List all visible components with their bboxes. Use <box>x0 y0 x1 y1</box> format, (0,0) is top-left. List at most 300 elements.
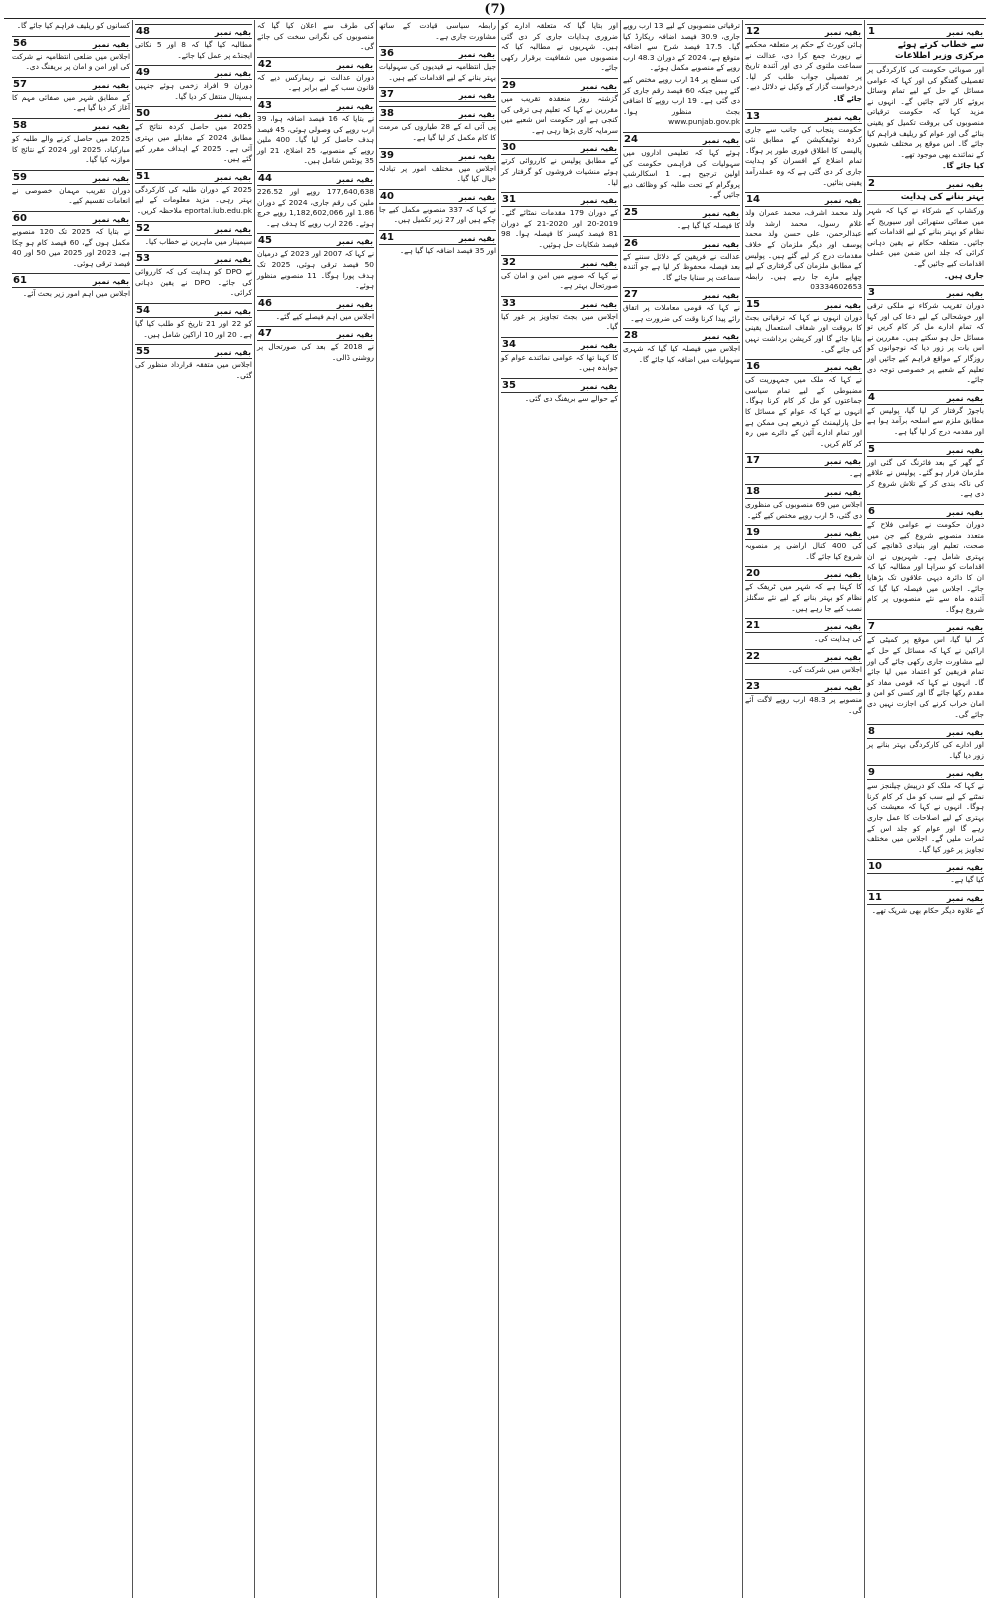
article-header <box>501 140 618 155</box>
top-rule <box>4 18 986 19</box>
article-body: کا کہنا ہے کہ شہر میں ٹریفک کے نظام کو بہتر بنانے کے لیے نئے سگنلز نصب کیے جا رہے ہیں۔ <box>745 582 862 613</box>
article-header <box>745 453 862 468</box>
article-number: 20 <box>746 568 760 580</box>
continued-label: بقیہ نمبر <box>458 110 495 120</box>
continued-label: بقیہ نمبر <box>946 28 983 37</box>
article <box>501 378 618 405</box>
article-number: 38 <box>380 108 394 120</box>
article-body: ہے۔ <box>849 469 862 479</box>
article-body: کے علاوہ دیگر حکام بھی شریک تھے۔ <box>871 906 984 916</box>
article-body: 2025 میں حاصل کردہ نتائج کے مطابق 2024 کے مقابلے میں بہتری آئی ہے۔ 2025 کے اہداف مقرر کیے گئے ہیں۔ <box>135 122 253 164</box>
continued-label: بقیہ نمبر <box>824 683 861 693</box>
article <box>257 326 374 363</box>
article-number: 54 <box>136 304 150 316</box>
article <box>745 359 862 449</box>
news-column <box>254 20 376 1598</box>
article-body: کی طرف سے اعلان کیا گیا کہ منصوبوں کی نگرانی سخت کی جائے گی۔ <box>257 21 374 52</box>
article <box>257 98 374 167</box>
continued-label: بقیہ نمبر <box>946 894 983 904</box>
article <box>623 205 740 232</box>
article <box>12 118 130 166</box>
article <box>867 859 984 886</box>
article-body: پی آئی اے کے 28 طیاروں کی مرمت کا کام مکمل کر لیا گیا ہے۔ <box>379 122 496 142</box>
article-body: دوران حکومت نے عوامی فلاح کے متعدد منصوبے شروع کیے جن میں صحت، تعلیم اور بنیادی ڈھانچے کی بہتری شامل ہے۔ شہریوں نے ان اقدامات کو سراہا اور مطالبہ کیا کہ ان کا دائرہ دیہی علاقوں تک بڑھایا جائے۔ اجلاس میں فیصلہ کیا گیا کہ آئندہ ماہ سے نئے منصوبوں پر کام شروع ہوگا۔ <box>867 520 984 614</box>
article-header <box>745 192 862 207</box>
article-number: 37 <box>380 89 394 101</box>
news-column <box>376 20 498 1598</box>
article <box>623 287 740 324</box>
article <box>745 649 862 676</box>
page-number: (7) <box>484 2 506 17</box>
article-header <box>379 189 496 204</box>
article-ending: کیا جائے گا۔ <box>942 161 984 171</box>
article-number: 48 <box>136 26 150 37</box>
article-header <box>745 359 862 374</box>
article-header <box>867 504 984 519</box>
article <box>501 255 618 292</box>
article-number: 53 <box>136 253 150 265</box>
article-body: کا کہنا تھا کہ عوامی نمائندے عوام کو جوابدہ ہیں۔ <box>501 352 618 373</box>
article-header <box>135 251 252 266</box>
continued-label: بقیہ نمبر <box>824 529 861 539</box>
article <box>745 566 862 614</box>
article-number: 36 <box>380 48 394 60</box>
article <box>257 20 374 53</box>
continued-label: بقیہ نمبر <box>946 445 983 455</box>
news-column <box>132 20 254 1598</box>
article-number: 43 <box>258 99 272 111</box>
article <box>867 890 984 917</box>
article-header <box>501 78 618 93</box>
article-body: مطالبہ کیا گیا کہ 8 اور 5 نکاتی ایجنڈے پر عمل کیا جائے۔ <box>135 40 252 60</box>
article-body: جیل انتظامیہ نے قیدیوں کی سہولیات بہتر بنانے کے لیے اقدامات کیے ہیں۔ <box>379 62 496 82</box>
article-number: 50 <box>136 108 150 120</box>
article-header <box>135 169 252 184</box>
continued-label: بقیہ نمبر <box>702 135 739 145</box>
continued-label: بقیہ نمبر <box>580 299 617 309</box>
article-body: کے حوالے سے بریفنگ دی گئی۔ <box>524 394 618 404</box>
article-number: 2 <box>868 177 875 189</box>
article-number: 29 <box>502 79 516 91</box>
continued-label: بقیہ نمبر <box>458 151 495 161</box>
article-body: اور صوبائی حکومت کی کارکردگی پر تفصیلی گفتگو کی اور کہا کہ عوامی مسائل کے حل کے لیے تمام وسائل بروئے کار لائے جائیں گے۔ انہوں نے مزید کہا کہ حکومت ترقیاتی منصوبوں کی بروقت تکمیل کو یقینی بنائے گی اور عوام کو ریلیف فراہم کیا جائے گا۔ اس موقع پر مختلف شعبوں کے نمائندے بھی موجود تھے۔ <box>867 65 984 159</box>
article-body: کے دوران 179 مقدمات نمٹائے گئے۔ 2019-20 اور 2020-21 کے دوران 81 فیصد کیسز کا فیصلہ ہوا۔ 98 فیصد شکایات حل ہوئیں۔ <box>501 208 618 249</box>
article-number: 13 <box>746 110 760 122</box>
article-number: 9 <box>868 767 875 779</box>
news-column <box>742 20 864 1598</box>
article <box>745 297 862 355</box>
article-body: نے کہا کہ ملک میں جمہوریت کی مضبوطی کے لیے تمام سیاسی جماعتوں کو مل کر کام کرنا ہوگا۔ انہوں نے کہا کہ عوام کے مسائل کا حل پارلیمنٹ کے ذریعے ہی ممکن ہے اور تمام ادارے آئین کے دائرے میں رہ کر کام کریں۔ <box>745 375 862 448</box>
article-header <box>501 192 618 207</box>
article-header <box>501 378 618 393</box>
article-number: 5 <box>868 443 875 455</box>
continued-label: بقیہ نمبر <box>92 121 129 131</box>
article-body: حکومت پنجاب کی جانب سے جاری کردہ نوٹیفکیشن کے مطابق نئی پالیسی کا اطلاق فوری طور پر ہوگا۔ تمام اضلاع کے افسران کو ہدایت جاری کر دی گئی ہے کہ وہ عملدرآمد یقینی بنائیں۔ <box>745 124 862 187</box>
article-body: ہوئے کہا کہ تعلیمی اداروں میں سہولیات کی فراہمی حکومت کی اولین ترجیح ہے۔ 1 اسکالرشپ پروگرام کے تحت طلبہ کو وظائف دیے جائیں گے۔ <box>623 147 740 200</box>
article-body: منصوبے پر 48.3 ارب روپے لاگت آئے گی۔ <box>745 695 863 715</box>
article-body: نے 2018 کے بعد کی صورتحال پر روشنی ڈالی۔ <box>257 342 374 362</box>
article-number: 26 <box>624 237 638 249</box>
article <box>745 24 862 105</box>
continued-label: بقیہ نمبر <box>458 192 495 202</box>
article <box>745 525 862 562</box>
article-header <box>379 46 496 61</box>
continued-label: بقیہ نمبر <box>214 255 251 265</box>
article <box>623 20 740 74</box>
article <box>623 328 740 365</box>
article <box>867 390 984 438</box>
article <box>135 24 252 61</box>
article-header <box>867 765 984 780</box>
article-header <box>867 859 984 874</box>
article-header <box>12 170 130 185</box>
article-number: 27 <box>624 289 638 301</box>
article <box>867 724 984 761</box>
article-header <box>12 273 130 288</box>
continued-label: بقیہ نمبر <box>580 340 617 350</box>
article-header <box>745 566 862 581</box>
article-body: گزشتہ روز منعقدہ تقریب میں مقررین نے کہا کہ تعلیم ہی ترقی کی کنجی ہے اور حکومت اس شعبے میں سرمایہ کاری بڑھا رہی ہے۔ <box>501 93 618 135</box>
article-number: 24 <box>624 133 638 145</box>
article-body: نے کہا کہ صوبے میں امن و امان کی صورتحال بہتر ہے۔ <box>501 270 618 291</box>
article-number: 25 <box>624 206 638 218</box>
article <box>379 148 496 185</box>
article-body: نے کہا کہ 2007 اور 2023 کے درمیان 50 فیصد ترقی ہوئی، 2025 تک ہدف پورا ہوگا۔ 11 منصوبے منظور ہوئے۔ <box>257 249 375 291</box>
article-title: سے خطاب کرتے ہوئے مرکزی وزیر اطلاعات <box>867 39 984 64</box>
article-number: 17 <box>746 455 760 467</box>
article-header <box>135 106 252 121</box>
article-header <box>867 390 984 405</box>
article-body: کی سطح پر 14 ارب روپے مختص کیے گئے ہیں جبکہ 60 فیصد رقم جاری کر دی گئی ہے۔ 19 ارب روپے کا اضافی بجٹ منظور ہوا۔ www.punjab.gov.pk <box>623 74 741 127</box>
article <box>745 453 862 480</box>
continued-label: بقیہ نمبر <box>92 173 129 183</box>
article <box>12 170 130 207</box>
article-body: اجلاس میں 69 منصوبوں کی منظوری دی گئی، 5 ارب روپے مختص کیے گئے۔ <box>745 500 862 520</box>
columns-container <box>4 20 986 1598</box>
article <box>745 679 862 716</box>
continued-label: بقیہ نمبر <box>824 300 861 310</box>
article-body: ہائی کورٹ کے حکم پر متعلقہ محکمے نے رپورٹ جمع کرا دی، عدالت نے سماعت ملتوی کر دی اور آئندہ تاریخ پر تفصیلی جواب طلب کر لیا۔ درخواست گزار کے وکیل نے دلائل دیے۔ <box>745 40 862 92</box>
continued-label: بقیہ نمبر <box>824 488 861 497</box>
continued-label: بقیہ نمبر <box>92 80 129 90</box>
article-number: 8 <box>868 726 875 738</box>
continued-label: بقیہ نمبر <box>214 348 251 358</box>
article <box>12 77 130 114</box>
article-body: کے مطابق شہر میں صفائی مہم کا آغاز کر دیا گیا ہے۔ <box>12 92 130 113</box>
continued-label: بقیہ نمبر <box>946 508 983 517</box>
article-number: 44 <box>258 172 272 184</box>
article-body: ترقیاتی منصوبوں کے لیے 13 ارب روپے جاری، 30.9 فیصد اضافہ ریکارڈ کیا گیا۔ 17.5 فیصد شرح سے اضافہ متوقع ہے، 2024 کے دوران 48.3 ارب روپے کے منصوبے مکمل ہوئے۔ <box>623 21 740 73</box>
article-body: 177,640,638 روپے اور 226.52 ملین کی رقم جاری، 2024 کے دوران 1.86 اور 1,182,602,066 روپے خرچ ہوئے۔ 226 ارب روپے کا ہدف ہے۔ <box>257 186 374 228</box>
article-number: 40 <box>380 190 394 202</box>
continued-label: بقیہ نمبر <box>824 196 861 206</box>
article <box>745 618 862 645</box>
continued-label: بقیہ نمبر <box>702 208 739 218</box>
article-body: اجلاس میں ضلعی انتظامیہ نے شرکت کی اور امن و امان پر بریفنگ دی۔ <box>12 51 130 72</box>
article-body: اور بتایا گیا کہ متعلقہ ادارے کو ضروری ہدایات جاری کر دی گئی ہیں۔ شہریوں نے مطالبہ کیا کہ منصوبوں میں شفافیت برقرار رکھی جائے۔ <box>501 21 618 73</box>
article-header <box>745 109 862 124</box>
article-header <box>623 236 740 251</box>
article-header <box>257 98 374 113</box>
article-number: 46 <box>258 297 272 309</box>
article <box>501 296 618 333</box>
article <box>379 189 496 226</box>
article-number: 18 <box>746 486 760 497</box>
article-header <box>867 176 984 191</box>
article <box>501 140 618 188</box>
continued-label: بقیہ نمبر <box>824 363 861 373</box>
article-header <box>867 890 984 905</box>
continued-label: بقیہ نمبر <box>92 277 129 287</box>
article <box>867 176 984 281</box>
continued-label: بقیہ نمبر <box>824 28 861 37</box>
article-number: 7 <box>868 621 875 633</box>
article <box>867 765 984 855</box>
article-number: 15 <box>746 298 760 310</box>
article-header <box>867 619 984 634</box>
article-header <box>745 297 862 312</box>
article-header <box>745 525 862 540</box>
article-header <box>257 171 374 186</box>
article <box>745 484 862 521</box>
article <box>257 171 374 229</box>
article-number: 49 <box>136 67 150 79</box>
article-body: کسانوں کو ریلیف فراہم کیا جائے گا۔ <box>16 21 130 30</box>
article-header <box>745 24 862 39</box>
article-number: 61 <box>13 275 27 287</box>
article-number: 22 <box>746 650 760 662</box>
article-number: 34 <box>502 338 516 350</box>
article-header <box>745 618 862 633</box>
article-header <box>745 679 862 694</box>
article-body: 2025 کے دوران طلبہ کی کارکردگی بہتر رہی۔ مزید معلومات کے لیے eportal.iub.edu.pk ملاحظہ کریں۔ <box>135 184 252 215</box>
continued-label: بقیہ نمبر <box>336 174 373 184</box>
article-number: 1 <box>868 26 875 37</box>
article-number: 55 <box>136 346 150 358</box>
continued-label: بقیہ نمبر <box>824 652 861 662</box>
article-body: کا فیصلہ کیا گیا ہے۔ <box>676 220 740 230</box>
article-header <box>257 296 374 311</box>
article-header <box>501 255 618 270</box>
article-header <box>501 337 618 352</box>
article-ending: جائے گا۔ <box>832 93 862 103</box>
article-number: 33 <box>502 297 516 309</box>
article-number: 42 <box>258 58 272 70</box>
article-header <box>12 77 130 92</box>
article-body: اجلاس میں فیصلہ کیا گیا کہ شہری سہولیات میں اضافہ کیا جائے گا۔ <box>623 344 740 365</box>
article <box>501 337 618 374</box>
continued-label: بقیہ نمبر <box>702 291 739 301</box>
article <box>623 236 740 284</box>
article-body: اجلاس میں اہم فیصلے کیے گئے۔ <box>275 311 374 321</box>
article-number: 58 <box>13 119 27 131</box>
article-header <box>623 328 740 343</box>
article-header <box>867 24 984 39</box>
article <box>12 36 130 73</box>
continued-label: بقیہ نمبر <box>580 144 617 154</box>
article-body: ورکشاپ کے شرکاء نے کہا کہ شہر میں صفائی ستھرائی اور سیوریج کے نظام کو بہتر بنانے کے لیے اقدامات کیے جائیں۔ متعلقہ حکام نے یقین دہانی کرائی کہ جلد اس ضمن میں عملی اقدامات کیے جائیں گے۔ <box>867 205 984 268</box>
continued-label: بقیہ نمبر <box>336 330 373 340</box>
article <box>257 296 374 323</box>
continued-label: بقیہ نمبر <box>946 393 983 403</box>
news-column <box>620 20 742 1598</box>
article-body: کر لیا گیا، اس موقع پر کمیٹی کے اراکین نے کہا کہ مسائل کے حل کے لیے مشاورت جاری رکھی جائے گی اور تمام فریقین کو اعتماد میں لیا جائے گا۔ انہوں نے کہا کہ قومی مفاد کو مقدم رکھا جائے گا اور کسی کو امن و امان خراب کرنے کی اجازت نہیں دی جائے گی۔ <box>867 635 984 719</box>
article-header <box>135 65 252 80</box>
article <box>12 273 130 300</box>
article-number: 45 <box>258 235 272 247</box>
article-header <box>623 132 740 147</box>
article-body: نے کہا کہ 337 منصوبے مکمل کیے جا چکے ہیں اور 27 زیر تکمیل ہیں۔ <box>379 204 496 225</box>
continued-label: بقیہ نمبر <box>580 258 617 268</box>
continued-label: بقیہ نمبر <box>214 28 251 37</box>
article-number: 19 <box>746 527 760 539</box>
article-header <box>12 211 130 226</box>
article-number: 31 <box>502 194 516 206</box>
article-body: ولد محمد اشرف، محمد عمران ولد غلام رسول، محمد ارشد ولد عبدالرحمن، علی حسن ولد محمد یوسف اور دیگر ملزمان کے خلاف مقدمات درج کر لیے گئے ہیں۔ پولیس کے مطابق ملزمان کی گرفتاری کے لیے چھاپے مارے جا رہے ہیں۔ رابطہ 03334602653 <box>745 208 862 292</box>
article <box>745 192 862 293</box>
news-column <box>864 20 986 1598</box>
article <box>257 57 374 94</box>
article <box>135 106 252 164</box>
article-number: 4 <box>868 391 875 403</box>
article <box>867 285 984 386</box>
continued-label: بقیہ نمبر <box>946 728 983 738</box>
article-number: 30 <box>502 142 516 154</box>
article-number: 3 <box>868 287 875 299</box>
article-header <box>623 287 740 302</box>
continued-label: بقیہ نمبر <box>336 299 373 309</box>
article-body: کی ہدایت کی۔ <box>814 634 862 644</box>
article <box>867 619 984 720</box>
article-header <box>501 296 618 311</box>
article-number: 57 <box>13 78 27 90</box>
continued-label: بقیہ نمبر <box>946 179 983 189</box>
article <box>135 221 252 248</box>
article-body: کیا گیا ہے۔ <box>950 875 984 885</box>
continued-label: بقیہ نمبر <box>214 224 251 234</box>
article-body: نے DPO کو ہدایت کی کہ کارروائی کی جائے۔ DPO نے یقین دہانی کرائی۔ <box>135 267 252 298</box>
continued-label: بقیہ نمبر <box>946 863 983 873</box>
article-number: 12 <box>746 26 760 37</box>
article-header <box>135 221 252 236</box>
article <box>745 109 862 189</box>
article-body: نے بتایا کہ 16 فیصد اضافہ ہوا، 39 ارب روپے کی وصولی ہوئی، 45 فیصد ہدف حاصل کر لیا گیا۔ 400 ملین روپے کے منصوبے، 25 اضلاع، 21 اور 35 یونٹس شامل ہیں۔ <box>257 113 375 166</box>
article <box>867 442 984 500</box>
article-body: کے گھر کے بعد فائرنگ کی گئی اور ملزمان فرار ہو گئے۔ پولیس نے علاقے کی ناکہ بندی کر کے تلاش شروع کر دی ہے۔ <box>867 457 984 499</box>
continued-label: بقیہ نمبر <box>824 570 861 580</box>
continued-label: بقیہ نمبر <box>458 50 495 60</box>
article-body: نے کہا کہ ملک کو درپیش چیلنجز سے نمٹنے کے لیے سب کو مل کر کام کرنا ہوگا۔ انہوں نے کہا کہ معیشت کی بہتری کے لیے اصلاحات کا عمل جاری رہے گا اور عوام کو جلد اس کے ثمرات ملیں گے۔ اجلاس میں مختلف تجاویز پر غور کیا گیا۔ <box>867 781 984 854</box>
article-number: 16 <box>746 361 760 373</box>
continued-label: بقیہ نمبر <box>946 769 983 779</box>
article-number: 60 <box>13 212 27 224</box>
article-number: 23 <box>746 681 760 693</box>
continued-label: بقیہ نمبر <box>824 457 861 467</box>
article-header <box>379 148 496 163</box>
continued-label: بقیہ نمبر <box>92 214 129 224</box>
continued-label: بقیہ نمبر <box>214 306 251 316</box>
article <box>135 65 252 102</box>
article <box>135 344 252 381</box>
article-body: دوران 9 افراد زخمی ہوئے جنہیں ہسپتال منتقل کر دیا گیا۔ <box>135 81 253 101</box>
article-header <box>12 36 130 51</box>
continued-label: بقیہ نمبر <box>458 91 495 101</box>
article <box>135 251 252 299</box>
article <box>379 87 496 102</box>
article-number: 41 <box>380 231 394 243</box>
continued-label: بقیہ نمبر <box>336 60 373 70</box>
article <box>623 132 740 201</box>
article-header <box>867 724 984 739</box>
article-number: 11 <box>868 892 882 904</box>
article-header <box>379 106 496 121</box>
article-body: اور 35 فیصد اضافہ کیا گیا ہے۔ <box>399 245 496 255</box>
article-body: اجلاس میں متفقہ قرارداد منظور کی گئی۔ <box>135 360 252 380</box>
article <box>379 230 496 257</box>
article-body: اجلاس میں شرکت کی۔ <box>788 664 862 674</box>
continued-label: بقیہ نمبر <box>92 39 129 49</box>
article-body: 2025 میں حاصل کرنے والے طلبہ کو مبارکباد، 2025 اور 2024 کے نتائج کا موازنہ کیا گیا۔ <box>12 133 130 165</box>
article-header <box>135 344 252 359</box>
article-body: اور ادارے کی کارکردگی بہتر بنانے پر زور دیا گیا۔ <box>867 740 984 760</box>
article-number: 35 <box>502 380 516 392</box>
article-body: نے بتایا کہ 2025 تک 120 منصوبے مکمل ہوں گے، 60 فیصد کام ہو چکا ہے، 2023 اور 2025 میں 50 اور 40 فیصد ترقی ہوئی۔ <box>12 226 131 268</box>
article-header <box>379 87 496 102</box>
continued-label: بقیہ نمبر <box>336 237 373 247</box>
article-title: بہتر بنانے کی ہدایت <box>867 191 984 205</box>
article-body: دوران انہوں نے کہا کہ ترقیاتی بجٹ کا بروقت اور شفاف استعمال یقینی بنایا جائے گا اور کرپشن برداشت نہیں کی جائے گی۔ <box>745 312 862 354</box>
continued-label: بقیہ نمبر <box>946 623 983 633</box>
article <box>501 192 618 250</box>
article-header <box>867 442 984 457</box>
article-number: 21 <box>746 620 760 632</box>
article <box>135 169 252 217</box>
article-body: دوران تقریب شرکاء نے ملکی ترقی اور خوشحالی کے لیے دعا کی اور کہا کہ تمام ادارے مل کر کام کریں تو مسائل حل ہو سکتے ہیں۔ مقررین نے اس بات پر زور دیا کہ نوجوانوں کو روزگار کے مواقع فراہم کیے جائیں اور تعلیم کے شعبے پر خصوصی توجہ دی جائے۔ <box>867 301 984 385</box>
continued-label: بقیہ نمبر <box>580 382 617 392</box>
article-header <box>867 285 984 300</box>
article <box>379 106 496 143</box>
continued-label: بقیہ نمبر <box>214 69 251 79</box>
article-number: 28 <box>624 330 638 342</box>
article-number: 47 <box>258 328 272 340</box>
article <box>12 211 130 269</box>
article-body: رابطہ سیاسی قیادت کے ساتھ مشاورت جاری ہے۔ <box>379 21 496 41</box>
article-body: باجوڑ گرفتار کر لیا گیا، پولیس کے مطابق ملزم سے اسلحہ برآمد ہوا ہے اور مقدمہ درج کر لیا گیا ہے۔ <box>867 405 984 437</box>
article-body: نے کہا کہ قومی معاملات پر اتفاق رائے پیدا کرنا وقت کی ضرورت ہے۔ <box>623 303 740 323</box>
article-body: کی 400 کنال اراضی پر منصوبہ شروع کیا جائے گا۔ <box>745 541 862 561</box>
article <box>501 20 618 74</box>
continued-label: بقیہ نمبر <box>702 332 739 342</box>
article-number: 56 <box>13 37 27 49</box>
article-header <box>135 303 252 318</box>
article-header <box>623 205 740 220</box>
article-ending: جاری ہیں۔ <box>943 270 984 280</box>
article <box>379 20 496 42</box>
article-number: 59 <box>13 171 27 183</box>
news-column <box>498 20 620 1598</box>
article-header <box>12 118 130 133</box>
continued-label: بقیہ نمبر <box>336 101 373 111</box>
article-body: کو 22 اور 21 تاریخ کو طلب کیا گیا ہے۔ 20 اور 10 اراکین شامل ہیں۔ <box>135 318 252 339</box>
article-number: 51 <box>136 170 150 182</box>
article-header <box>257 57 374 72</box>
article-number: 14 <box>746 194 760 206</box>
continued-label: بقیہ نمبر <box>458 233 495 243</box>
article-body: دوران تقریب مہمان خصوصی نے انعامات تقسیم کیے۔ <box>12 185 130 206</box>
continued-label: بقیہ نمبر <box>824 622 861 632</box>
article-number: 10 <box>868 861 882 873</box>
article-body: عدالت نے فریقین کے دلائل سننے کے بعد فیصلہ محفوظ کر لیا ہے جو آئندہ سماعت پر سنایا جائے گا۔ <box>623 251 740 282</box>
